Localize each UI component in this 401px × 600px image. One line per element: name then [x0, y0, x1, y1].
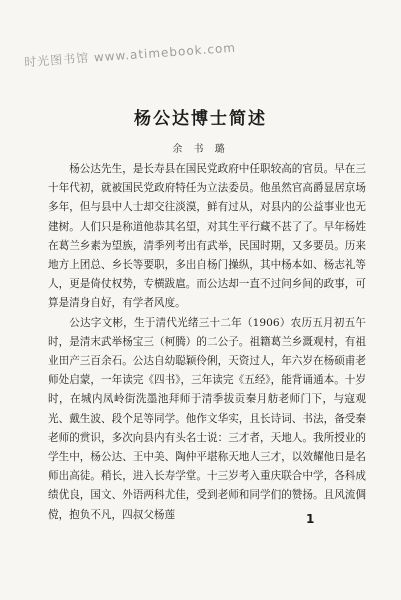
paragraph: 公达字文彬，生于清代光绪三十二年（1906）农历五月初五午时，是清末武举杨宝三（柯腾）的二公子。祖籍葛兰乡溉观村，有祖业田产三百余石。公达自幼聪颖伶俐，天资过人，年六岁在杨硕甫老师处启蒙，一年读完《四书》，三年读完《五经》，能背诵通本。十岁时，在城内凤岭街洗墨池拜师于清季拔贡秦月舫老师门下，与寇观光、戴生波、段个足等同学。他作文华实，且长诗词、书法，备受秦老师的赏识，多次向县内有头名士说：三才者，天地人。我所授业的学生中，杨公达、王中美、陶仲平堪称天地人三才，以效耀他日是名师出高徒。稍长，进入长寿学堂。十三岁考入重庆联合中学，各科成绩优良，国文、外语两科尤佳，受到老师和同学们的赞扬。且风流倜傥，抱负不凡，四叔父杨莲	[48, 316, 366, 521]
article-body	[48, 160, 366, 525]
article-title: 杨公达博士简述	[134, 109, 267, 129]
page-number: 1	[306, 512, 315, 526]
paragraph: 杨公达先生，是长寿县在国民党政府中任职较高的官员。早在三十年代初，就被国民党政府特任为立法委员。他虽然官高爵显居京场多年，但与县中人士却交往淡漠，鲜有过从，对县内的公益事业也无建树。人们只是称道他恭其名望，对其生平行藏不甚了了。早年杨姓在葛兰乡素为望族，清季列考出有武举，民国时期，又多要员。历来地方上团总、乡长等要职，多出自杨门操纵，其中杨本如、杨志礼等人，更是倚仗权势，专横跋扈。而公达却一直不过问乡间的政事，可算是清身自好，有学者风度。	[48, 163, 366, 310]
author-name: 余 书 璐	[172, 144, 229, 155]
watermark: 时光图书馆 www.atimebook.com	[23, 40, 237, 70]
